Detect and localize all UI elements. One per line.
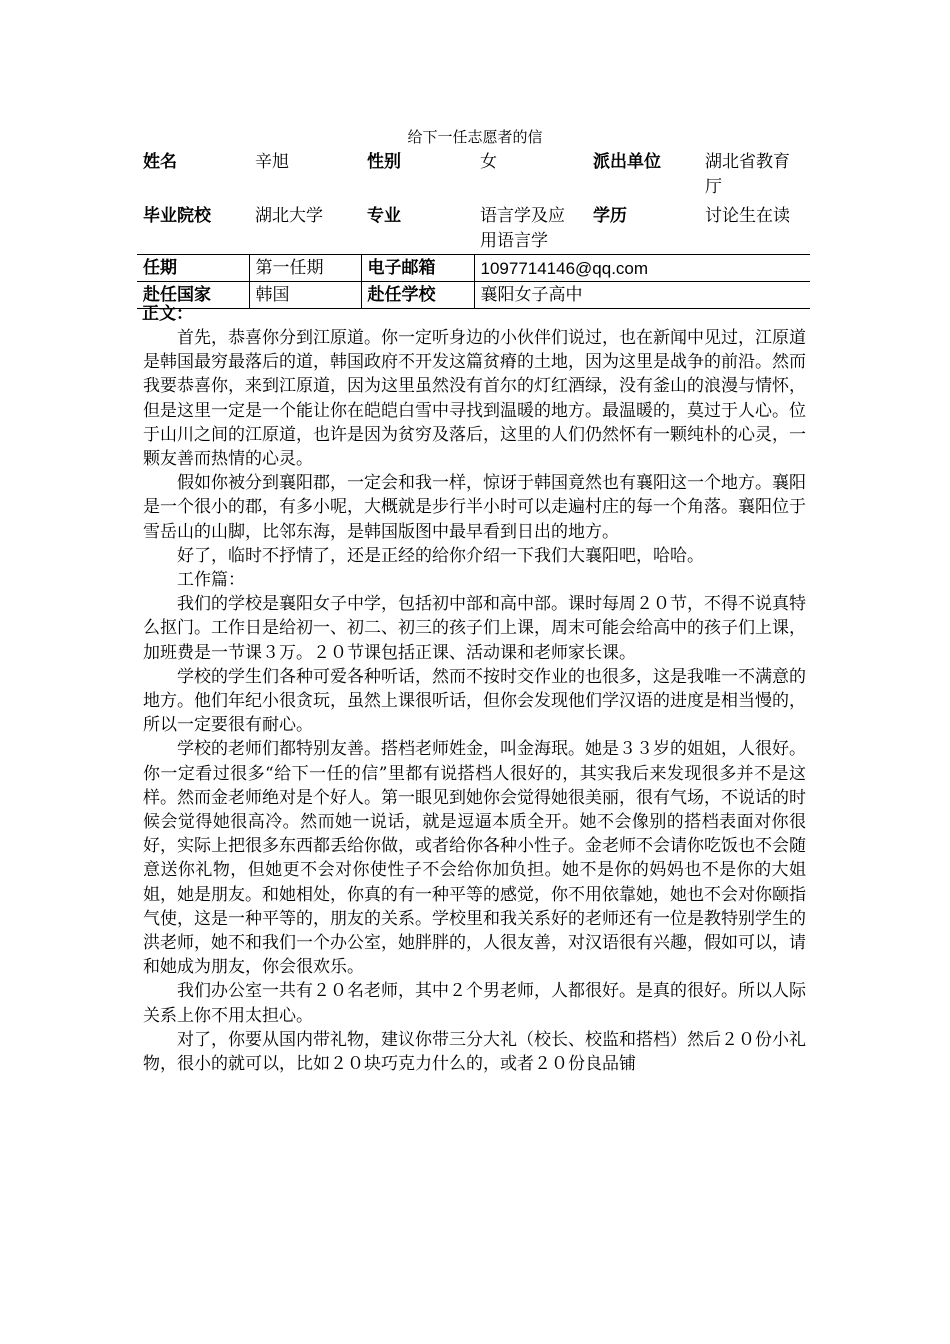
unit-value: 湖北省教育厅	[705, 152, 790, 197]
email-value: 1097714146@qq.com	[474, 255, 810, 282]
name-label: 姓名	[143, 152, 177, 172]
school-value: 湖北大学	[255, 206, 323, 226]
info-row-1	[137, 148, 810, 202]
body-label: 正文：	[142, 304, 193, 324]
paragraph: 对了，你要从国内带礼物，建议你带三分大礼（校长、校监和搭档）然后２０份小礼物，很小的就可以，比如２０块巧克力什么的，或者２０份良品铺	[143, 1029, 806, 1075]
school-label: 毕业院校	[143, 206, 211, 226]
info-row-2	[137, 202, 810, 255]
paragraph: 好了，临时不抒情了，还是正经的给你介绍一下我们大襄阳吧，哈哈。	[177, 545, 704, 566]
term-label: 任期	[137, 255, 249, 282]
paragraph: 我们的学校是襄阳女子中学，包括初中部和高中部。课时每周２０节，不得不说真特么抠门。工作日是给初一、初二、初三的孩子们上课，周末可能会给高中的孩子们上课，加班费是一节课３万。２０节课包括正课、活动课和老师家长课。	[143, 594, 806, 663]
post-school-value: 襄阳女子高中	[474, 282, 810, 309]
country-value: 韩国	[249, 282, 361, 309]
paragraph: 我们办公室一共有２０名老师，其中２个男老师，人都很好。是真的很好。所以人际关系上你不用太担心。	[143, 981, 806, 1026]
degree-value: 讨论生在读	[705, 206, 790, 226]
info-row-3	[137, 255, 810, 282]
degree-label: 学历	[593, 206, 627, 226]
major-label: 专业	[367, 206, 401, 226]
term-value: 第一任期	[249, 255, 361, 282]
volunteer-info-table	[137, 148, 810, 309]
paragraph: 假如你被分到襄阳郡，一定会和我一样，惊讶于韩国竟然也有襄阳这一个地方。襄阳是一个很小的郡，有多小呢，大概就是步行半小时可以走遍村庄的每一个角落。襄阳位于雪岳山的山脚，比邻东海，是韩国版图中最早看到日出的地方。	[143, 473, 806, 542]
unit-label: 派出单位	[593, 152, 661, 172]
document-title: 给下一任志愿者的信	[407, 128, 543, 146]
post-school-label: 赴任学校	[361, 282, 474, 309]
paragraph: 首先，恭喜你分到江原道。你一定听身边的小伙伴们说过，也在新闻中见过，江原道是韩国最穷最落后的道，韩国政府不开发这篇贫瘠的土地，因为这里是战争的前沿。然而我要恭喜你，来到江原道，因为这里虽然没有首尔的灯红酒绿，没有釜山的浪漫与情怀，但是这里一定是一个能让你在皑皑白雪中寻找到温暖的地方。最温暖的，莫过于人心。位于山川之间的江原道，也许是因为贫穷及落后，这里的人们仍然怀有一颗纯朴的心灵，一颗友善而热情的心灵。	[143, 328, 806, 470]
major-value: 语言学及应用语言学	[480, 206, 565, 251]
country-label: 赴任国家	[137, 282, 249, 309]
letter-body	[143, 326, 806, 1076]
info-row-4	[137, 282, 810, 309]
paragraph: 学校的学生们各种可爱各种听话，然而不按时交作业的也很多，这是我唯一不满意的地方。他们年纪小很贪玩，虽然上课很听话，但你会发现他们学汉语的进度是相当慢的，所以一定要很有耐心。	[143, 666, 806, 736]
gender-label: 性别	[367, 152, 401, 172]
email-label: 电子邮箱	[361, 255, 474, 282]
paragraph: 学校的老师们都特别友善。搭档老师姓金，叫金海珉。她是３３岁的姐姐，人很好。你一定看过很多“给下一任的信”里都有说搭档人很好的，其实我后来发现很多并不是这样。然而金老师绝对是个好人。第一眼见到她你会觉得她很美丽，很有气场，不说话的时候会觉得她很高冷。然而她一说话，就是逗逼本质全开。她不会像别的搭档表面对你很好，实际上把很多东西都丢给你做，或者给你各种小性子。金老师不会请你吃饭也不会随意送你礼物，但她更不会对你使性子不会给你加负担。她不是你的妈妈也不是你的大姐姐，她是朋友。和她相处，你真的有一种平等的感觉，你不用依靠她，她也不会对你颐指气使，这是一种平等的，朋友的关系。学校里和我关系好的老师还有一位是教特别学生的洪老师，她不和我们一个办公室，她胖胖的，人很友善，对汉语很有兴趣，假如可以，请和她成为朋友，你会很欢乐。	[143, 739, 806, 978]
name-value: 辛旭	[255, 152, 289, 172]
gender-value: 女	[480, 152, 497, 172]
section-heading: 工作篇：	[177, 570, 245, 591]
